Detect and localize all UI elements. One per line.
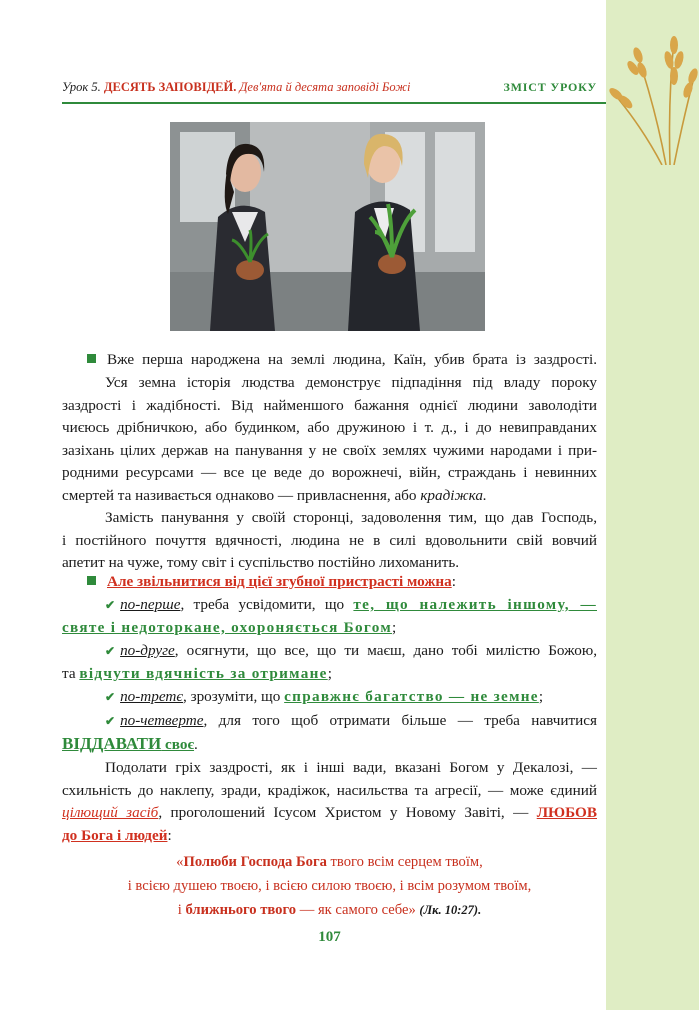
quote-reference: (Лк. 10:27). xyxy=(419,903,482,917)
p2-line-4: зазіхань цілих держав на панування у не своїх землях чужими народами і при- xyxy=(62,441,597,459)
item3-highlight: справжнє багатство — не земне xyxy=(284,688,539,705)
p3-line-2: і постійного почуття вдячності, людина не в силі вдовольнити свій вовчий xyxy=(62,531,597,549)
item3-end: ; xyxy=(538,688,544,705)
quote-text-1: твого всім серцем твоїм, xyxy=(326,854,483,870)
item3-mid: , зрозуміти, що xyxy=(183,688,285,705)
item1-mid: , треба усвідомити, що xyxy=(180,596,354,613)
p2-line-3: чиєюсь дрібничкою, або будинком, або дружиною і т. д., і до невиправданих xyxy=(62,419,597,436)
item2-end: ; xyxy=(327,664,332,682)
check-icon: ✔ xyxy=(105,714,116,728)
p4-line-3 xyxy=(62,802,597,825)
item1-highlight-2: святе і недоторкане, охороняється Богом xyxy=(62,618,392,636)
lesson-number: Урок 5. xyxy=(62,80,101,94)
green-square-bullet-icon xyxy=(87,576,96,585)
item1-end: ; xyxy=(391,618,397,636)
lesson-subtitle: Дев'ята й десята заповіді Божі xyxy=(239,80,411,94)
item4-line-1 xyxy=(62,710,597,733)
item1-line-1 xyxy=(62,594,597,617)
p2-line-6 xyxy=(62,485,597,508)
p2-line-2: заздрості і жадібності. Від найменшого бажання однієї людини заволодіти xyxy=(62,396,597,414)
check-icon: ✔ xyxy=(105,690,116,704)
p4-highlight-love: ЛЮБОВ xyxy=(536,804,597,821)
p2-line-1: Уся земна історія людства демонструє підпадіння під владу пороку xyxy=(105,374,597,391)
item3-lead: по-третє xyxy=(120,688,183,705)
p3-line-3: апетит на чуже, тому світ і суспільство постійно лихоманить. xyxy=(62,554,460,571)
p3-line-1: Замість панування у своїй сторонці, задоволення тим, що дав Господь, xyxy=(105,509,597,526)
list-intro-colon: : xyxy=(451,573,456,590)
p4-line-4 xyxy=(62,825,597,848)
quote-text-3a: і xyxy=(177,902,186,918)
item2-highlight: відчути вдячність за отримане xyxy=(79,664,328,682)
p2-line-5: родними ресурсами — все це веде до ворожнечі, війн, страждань і невинних xyxy=(62,464,597,481)
list-intro-text: Але звільнитися від цієї згубної пристрасті можна xyxy=(107,573,452,590)
quote-line-2: і всією душею твоєю, і всією силою твоєю, і всім розумом твоїм, xyxy=(127,878,532,894)
quote-line-3 xyxy=(62,898,597,922)
wheat-icon xyxy=(596,30,699,165)
list-item-1 xyxy=(62,594,597,639)
item1-lead: по-перше xyxy=(120,596,181,613)
paragraph-2 xyxy=(62,372,597,507)
header-divider xyxy=(62,102,606,104)
p2-keyword: крадіжка. xyxy=(420,486,487,504)
page-header xyxy=(62,80,597,100)
list-item-2 xyxy=(62,640,597,685)
p2-line-6-text: смертей та називається однаково — привласнення, або xyxy=(62,486,421,504)
p4-line-2: схильність до наклепу, зради, крадіжок, насильства та агресії, — може єдиний xyxy=(62,781,597,799)
item2-line-2 xyxy=(62,663,597,686)
p4-highlight-love-2: до Бога і людей xyxy=(62,826,168,844)
list-item-4 xyxy=(62,710,597,756)
paragraph-3 xyxy=(62,507,597,575)
quote-bold-1: Полюби Господа Бога xyxy=(183,854,327,870)
check-icon: ✔ xyxy=(105,598,116,612)
item2-lead: по-друге xyxy=(120,642,175,659)
p4-highlight-remedy: цілющий засіб xyxy=(62,804,159,821)
item4-mid: , для того щоб отримати більше — треба навчитися xyxy=(203,712,597,729)
quote-text-3b: — як самого себе» xyxy=(296,902,416,918)
photo-two-women-with-plants xyxy=(170,122,485,331)
quote-line-1 xyxy=(62,850,597,874)
quote-bold-3: ближнього твого xyxy=(185,902,297,918)
scripture-quote xyxy=(62,850,597,922)
p4-line-4-end: : xyxy=(167,826,172,844)
contents-link[interactable]: ЗМІСТ УРОКУ xyxy=(503,80,597,94)
item4-highlight-2: своє xyxy=(161,735,195,753)
list-intro xyxy=(62,571,597,594)
item2-pre: та xyxy=(62,664,80,682)
p4-line-3-text: , проголошений Ісусом Христом у Новому Завіті, — xyxy=(158,804,537,821)
item1-line-2 xyxy=(62,617,597,640)
item4-line-2 xyxy=(62,733,597,757)
quote-open: « xyxy=(176,854,184,870)
paragraph-1 xyxy=(62,349,597,372)
green-square-bullet-icon xyxy=(87,354,96,363)
item4-end: . xyxy=(194,735,198,753)
lesson-title: ДЕСЯТЬ ЗАПОВІДЕЙ. xyxy=(103,80,237,94)
paragraph-4 xyxy=(62,757,597,847)
item1-highlight-1: те, що належить іншому, — xyxy=(353,596,597,613)
page-number: 107 xyxy=(318,929,341,945)
check-icon: ✔ xyxy=(105,644,116,658)
item2-line-1 xyxy=(62,640,597,663)
item4-lead: по-четверте xyxy=(120,712,204,729)
p4-line-1: Подолати гріх заздрості, як і інші вади, вказані Богом у Декалозі, — xyxy=(105,759,597,776)
paragraph-1-text: Вже перша народжена на землі людина, Каїн, убив брата із заздрості. xyxy=(107,351,597,368)
item4-highlight-1: ВІДДАВАТИ xyxy=(62,733,162,753)
item2-mid: , осягнути, що все, що ти маєш, дано тобі милістю Божою, xyxy=(174,642,597,659)
list-item-3 xyxy=(62,686,597,709)
